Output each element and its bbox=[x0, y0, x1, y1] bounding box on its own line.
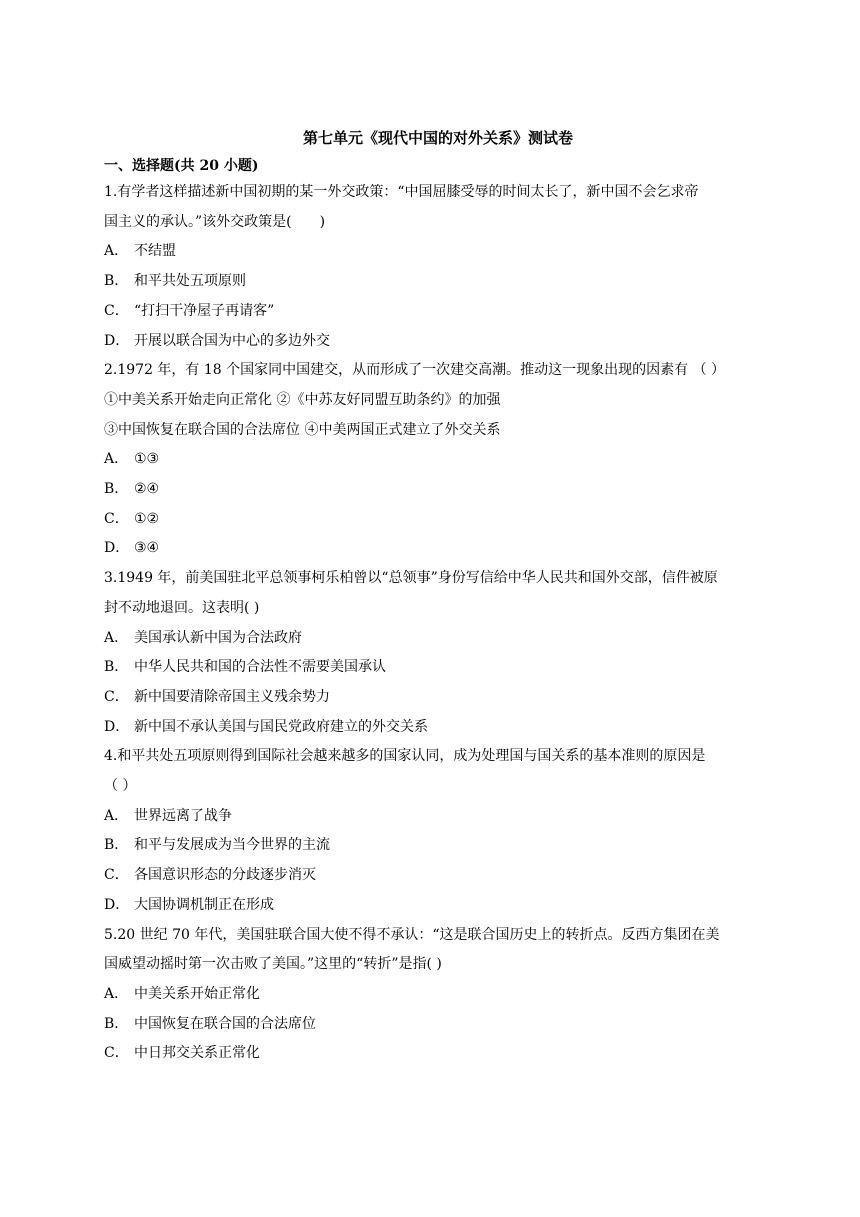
option-text: 不结盟 bbox=[134, 243, 176, 260]
option-letter: D． bbox=[104, 540, 130, 557]
question-text: 3.1949 年，前美国驻北平总领事柯乐柏曾以“总领事”身份写信给中华人民共和国外交部，信件被原 bbox=[104, 570, 718, 587]
option-letter: B． bbox=[104, 273, 129, 290]
option-letter: C． bbox=[104, 510, 129, 527]
option-letter: D． bbox=[104, 896, 130, 913]
option-text: 大国协调机制正在形成 bbox=[134, 896, 274, 913]
option-letter: A． bbox=[104, 451, 129, 468]
question-item bbox=[104, 921, 764, 1070]
option-text: 美国承认新中国为合法政府 bbox=[134, 629, 302, 646]
question-text: 国主义的承认。”该外交政策是( ) bbox=[104, 213, 326, 230]
answer-option bbox=[104, 653, 764, 683]
answer-option bbox=[104, 445, 764, 475]
option-text: 中华人民共和国的合法性不需要美国承认 bbox=[134, 659, 386, 676]
answer-option bbox=[104, 327, 764, 357]
option-text: 中国恢复在联合国的合法席位 bbox=[134, 1015, 316, 1032]
answer-option bbox=[104, 1010, 764, 1040]
question-text: ③中国恢复在联合国的合法席位 ④中美两国正式建立了外交关系 bbox=[104, 421, 501, 438]
option-text: 和平与发展成为当今世界的主流 bbox=[134, 837, 330, 854]
question-text: 1.有学者这样描述新中国初期的某一外交政策：“中国屈膝受辱的时间太长了，新中国不会乞求帝 bbox=[104, 184, 699, 200]
answer-option bbox=[104, 683, 764, 713]
option-letter: D． bbox=[104, 332, 130, 349]
answer-option bbox=[104, 891, 764, 921]
answer-option bbox=[104, 1039, 764, 1069]
option-letter: D． bbox=[104, 718, 130, 735]
option-text: ③④ bbox=[134, 540, 160, 557]
option-letter: C． bbox=[104, 1045, 129, 1062]
option-text: ①② bbox=[134, 510, 160, 527]
answer-option bbox=[104, 980, 764, 1010]
question-text: 封不动地退回。这表明( ) bbox=[104, 599, 260, 616]
option-letter: A． bbox=[104, 629, 129, 646]
answer-option bbox=[104, 505, 764, 535]
question-text: ①中美关系开始走向正常化 ②《中苏友好同盟互助条约》的加强 bbox=[104, 391, 501, 408]
question-text: 国威望动摇时第一次击败了美国。”这里的“转折”是指( ) bbox=[104, 956, 442, 973]
answer-option bbox=[104, 624, 764, 654]
option-text: 新中国要清除帝国主义残余势力 bbox=[134, 688, 330, 705]
answer-option bbox=[104, 237, 764, 267]
page-title: 第七单元《现代中国的对外关系》测试卷 bbox=[302, 129, 573, 147]
answer-option bbox=[104, 861, 764, 891]
option-letter: B． bbox=[104, 1015, 129, 1032]
option-letter: B． bbox=[104, 659, 129, 676]
option-text: ②④ bbox=[134, 481, 160, 498]
option-letter: A． bbox=[104, 985, 129, 1002]
answer-option bbox=[104, 831, 764, 861]
option-text: ①③ bbox=[134, 451, 160, 468]
option-text: 各国意识形态的分歧逐步消灭 bbox=[134, 867, 316, 884]
question-text: （ ） bbox=[104, 778, 137, 795]
option-text: 中日邦交关系正常化 bbox=[134, 1045, 260, 1062]
option-text: 新中国不承认美国与国民党政府建立的外交关系 bbox=[134, 718, 428, 735]
option-letter: A． bbox=[104, 243, 129, 260]
answer-option bbox=[104, 802, 764, 832]
answer-option bbox=[104, 297, 764, 327]
option-letter: C． bbox=[104, 302, 129, 319]
answer-option bbox=[104, 534, 764, 564]
question-text: 5.20 世纪 70 年代，美国驻联合国大使不得不承认：“这是联合国历史上的转折点。反西方集团在美 bbox=[104, 926, 720, 943]
option-letter: B． bbox=[104, 837, 129, 854]
option-text: 和平共处五项原则 bbox=[134, 273, 246, 290]
question-list bbox=[104, 178, 764, 1069]
question-text: 2.1972 年，有 18 个国家同中国建交，从而形成了一次建交高潮。推动这一现象出现的因素有 （ ） bbox=[104, 362, 726, 379]
answer-option bbox=[104, 267, 764, 297]
question-item bbox=[104, 564, 764, 742]
option-text: 开展以联合国为中心的多边外交 bbox=[134, 332, 330, 349]
answer-option bbox=[104, 475, 764, 505]
section-heading: 一、选择题(共 20 小题) bbox=[104, 158, 259, 174]
option-letter: C． bbox=[104, 867, 129, 884]
question-item bbox=[104, 356, 764, 564]
option-letter: B． bbox=[104, 481, 129, 498]
option-text: 中美关系开始正常化 bbox=[134, 985, 260, 1002]
option-text: 世界远离了战争 bbox=[134, 807, 232, 824]
question-text: 4.和平共处五项原则得到国际社会越来越多的国家认同，成为处理国与国关系的基本准则的原因是 bbox=[104, 748, 706, 765]
option-letter: C． bbox=[104, 688, 129, 705]
question-item bbox=[104, 742, 764, 920]
question-item bbox=[104, 178, 764, 356]
option-text: “打扫干净屋子再请客” bbox=[134, 302, 275, 319]
option-letter: A． bbox=[104, 807, 129, 824]
answer-option bbox=[104, 713, 764, 743]
